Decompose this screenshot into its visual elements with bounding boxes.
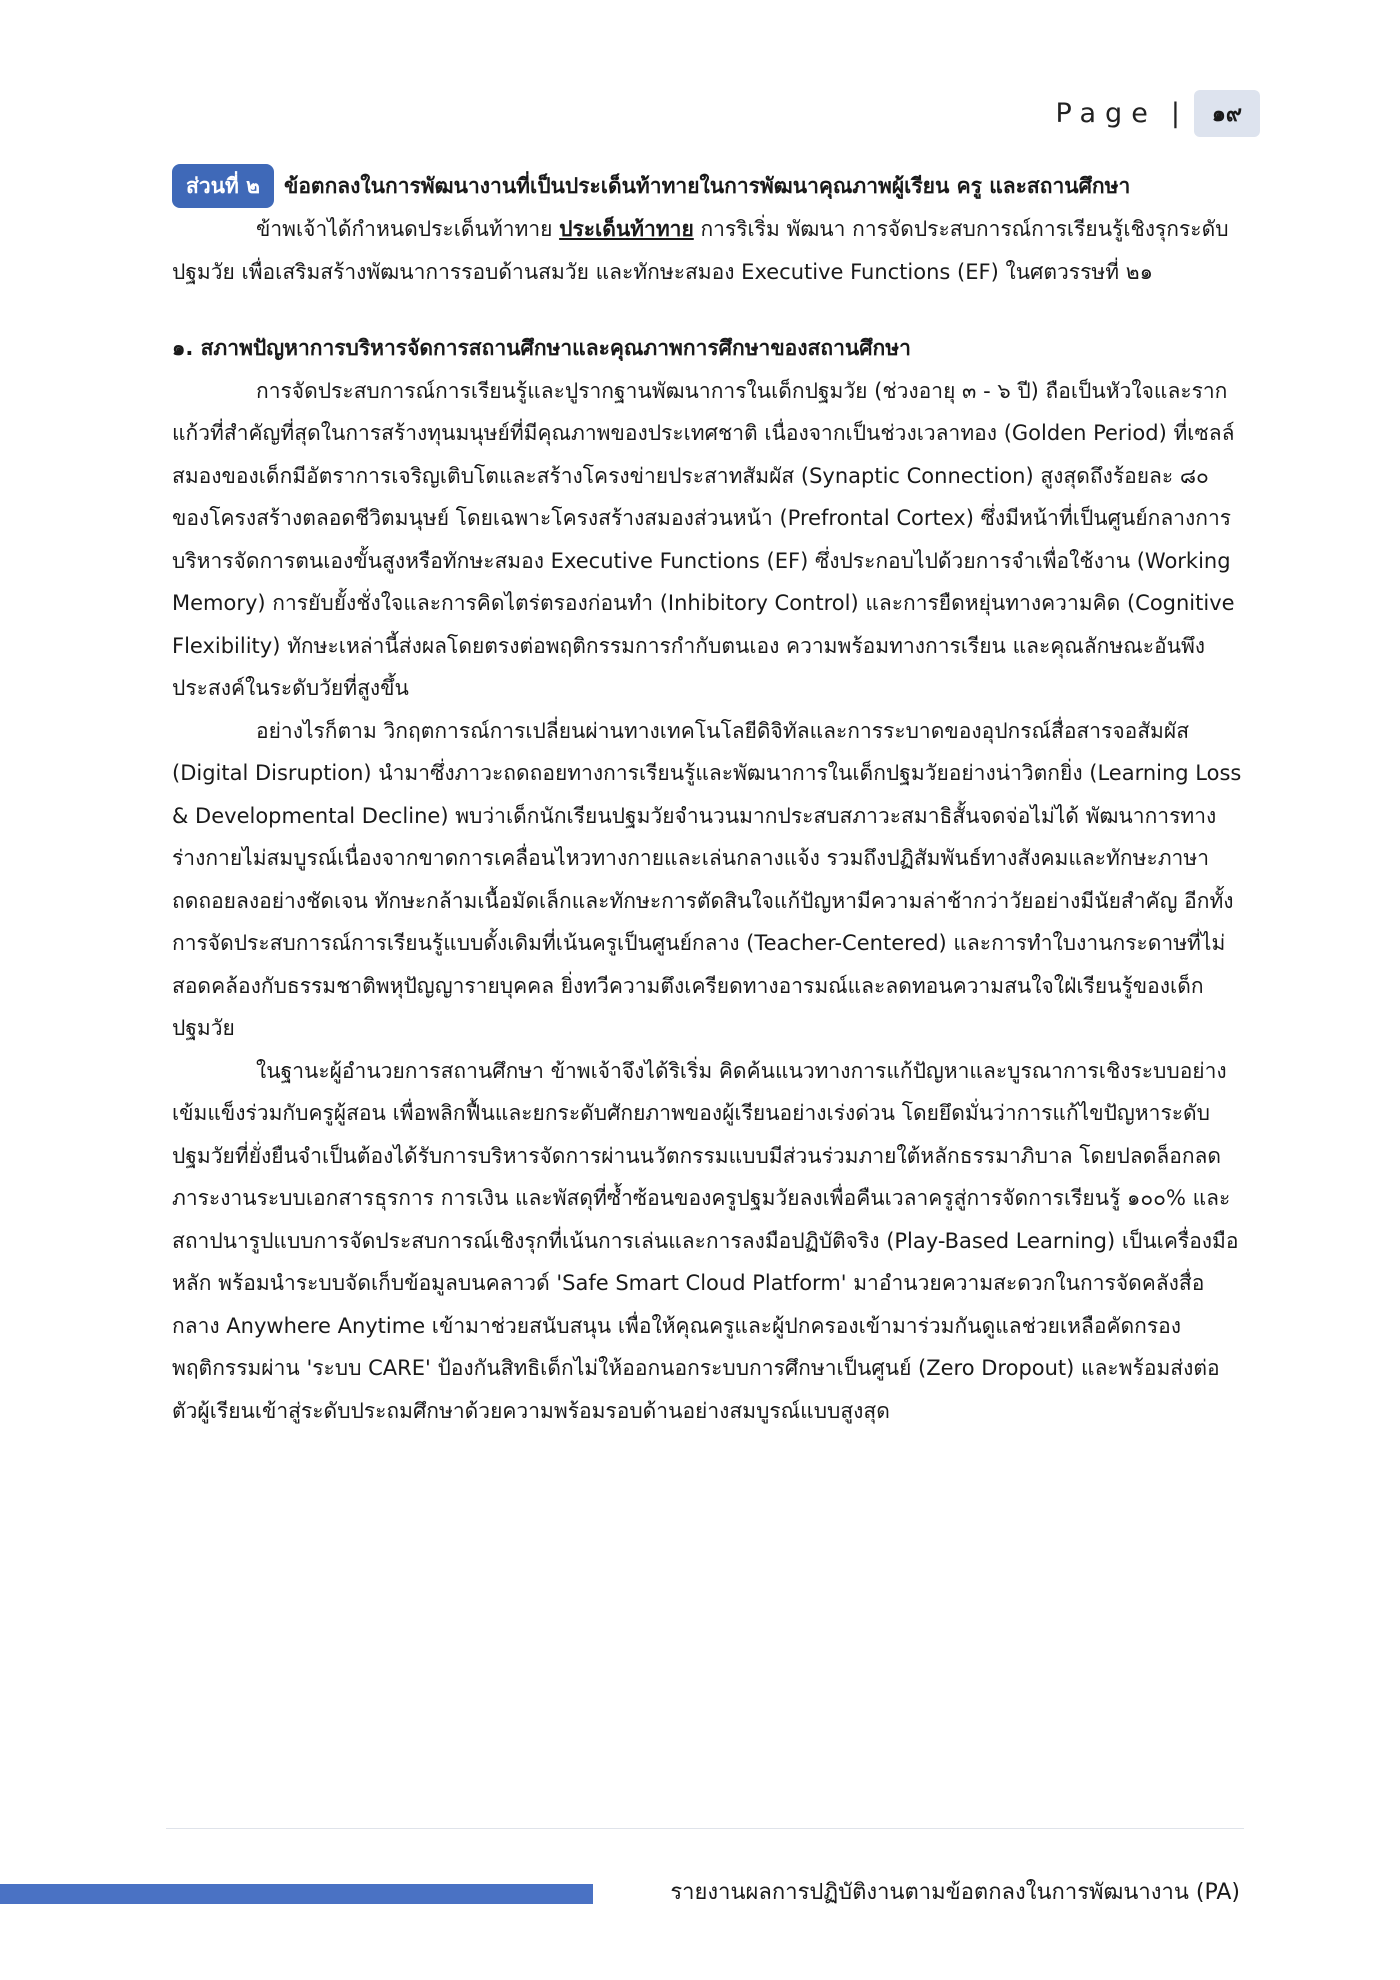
intro-text-before: ข้าพเจ้าได้กำหนดประเด็นท้าทาย	[256, 217, 560, 241]
section-badge: ส่วนที่ ๒	[172, 164, 274, 208]
footer-title: รายงานผลการปฏิบัติงานตามข้อตกลงในการพัฒนางาน (PA)	[670, 1880, 1240, 1905]
page-separator: |	[1170, 98, 1180, 129]
section-title: ข้อตกลงในการพัฒนางานที่เป็นประเด็นท้าทายในการพัฒนาคุณภาพผู้เรียน ครู และสถานศึกษา	[283, 174, 1131, 198]
page-label: Page	[1055, 98, 1157, 129]
spacer	[172, 293, 1242, 327]
intro-paragraph	[172, 208, 1242, 293]
body-paragraph-1: การจัดประสบการณ์การเรียนรู้และปูรากฐานพัฒนาการในเด็กปฐมวัย (ช่วงอายุ ๓ - ๖ ปี) ถือเป็นหัวใจและรากแก้วที่สำคัญที่สุดในการสร้างทุนมนุษย์ที่มีคุณภาพของประเทศชาติ เนื่องจากเป็นช่วงเวลาทอง (Golden Period) ที่เซลล์สมองของเด็กมีอัตราการเจริญเติบโตและสร้างโครงข่ายประสาทสัมผัส (Synaptic Connection) สูงสุดถึงร้อยละ ๘๐ ของโครงสร้างตลอดชีวิตมนุษย์ โดยเฉพาะโครงสร้างสมองส่วนหน้า (Prefrontal Cortex) ซึ่งมีหน้าที่เป็นศูนย์กลางการบริหารจัดการตนเองขั้นสูงหรือทักษะสมอง Executive Functions (EF) ซึ่งประกอบไปด้วยการจำเพื่อใช้งาน (Working Memory) การยับยั้งชั่งใจและการคิดไตร่ตรองก่อนทำ (Inhibitory Control) และการยืดหยุ่นทางความคิด (Cognitive Flexibility) ทักษะเหล่านี้ส่งผลโดยตรงต่อพฤติกรรมการกำกับตนเอง ความพร้อมทางการเรียน และคุณลักษณะอันพึงประสงค์ในระดับวัยที่สูงขึ้น	[172, 378, 1235, 700]
body-paragraph-3: ในฐานะผู้อำนวยการสถานศึกษา ข้าพเจ้าจึงได้ริเริ่ม คิดค้นแนวทางการแก้ปัญหาและบูรณาการเชิงระบบอย่างเข้มแข็งร่วมกับครูผู้สอน เพื่อพลิกฟื้นและยกระดับศักยภาพของผู้เรียนอย่างเร่งด่วน โดยยึดมั่นว่าการแก้ไขปัญหาระดับปฐมวัยที่ยั่งยืนจำเป็นต้องได้รับการบริหารจัดการผ่านนวัตกรรมแบบมีส่วนร่วมภายใต้หลักธรรมาภิบาล โดยปลดล็อกลดภาระงานระบบเอกสารธุรการ การเงิน และพัสดุที่ซ้ำซ้อนของครูปฐมวัยลงเพื่อคืนเวลาครูสู่การจัดการเรียนรู้ ๑๐๐% และสถาปนารูปแบบการจัดประสบการณ์เชิงรุกที่เน้นการเล่นและการลงมือปฏิบัติจริง (Play-Based Learning) เป็นเครื่องมือหลัก พร้อมนำระบบจัดเก็บข้อมูลบนคลาวด์ 'Safe Smart Cloud Platform' มาอำนวยความสะดวกในการจัดคลังสื่อกลาง Anywhere Anytime เข้ามาช่วยสนับสนุน เพื่อให้คุณครูและผู้ปกครองเข้ามาร่วมกันดูแลช่วยเหลือคัดกรองพฤติกรรมผ่าน 'ระบบ CARE' ป้องกันสิทธิเด็กไม่ให้ออกนอกระบบการศึกษาเป็นศูนย์ (Zero Dropout) และพร้อมส่งต่อตัวผู้เรียนเข้าสู่ระดับประถมศึกษาด้วยความพร้อมรอบด้านอย่างสมบูรณ์แบบสูงสุด	[172, 1058, 1239, 1423]
footer-divider	[166, 1828, 1244, 1829]
page-header	[1055, 90, 1260, 137]
footer-accent-bar	[0, 1884, 593, 1904]
intro-emphasis: ประเด็นท้าทาย	[559, 217, 694, 241]
page-number-badge: ๑๙	[1194, 90, 1260, 137]
intro-text-after: การริเริ่ม พัฒนา การจัดประสบการณ์การเรียนรู้เชิงรุกระดับปฐมวัย เพื่อเสริมสร้างพัฒนาการรอบด้านสมวัย และทักษะสมอง Executive Functions (EF) ในศตวรรษที่ ๒๑	[172, 217, 1229, 284]
document-body	[172, 164, 1242, 1432]
body-paragraph-2: อย่างไรก็ตาม วิกฤตการณ์การเปลี่ยนผ่านทางเทคโนโลยีดิจิทัลและการระบาดของอุปกรณ์สื่อสารจอสัมผัส (Digital Disruption) นำมาซึ่งภาวะถดถอยทางการเรียนรู้และพัฒนาการในเด็กปฐมวัยอย่างน่าวิตกยิ่ง (Learning Loss & Developmental Decline) พบว่าเด็กนักเรียนปฐมวัยจำนวนมากประสบสภาวะสมาธิสั้นจดจ่อไม่ได้ พัฒนาการทางร่างกายไม่สมบูรณ์เนื่องจากขาดการเคลื่อนไหวทางกายและเล่นกลางแจ้ง รวมถึงปฏิสัมพันธ์ทางสังคมและทักษะภาษาถดถอยลงอย่างชัดเจน ทักษะกล้ามเนื้อมัดเล็กและทักษะการตัดสินใจแก้ปัญหามีความล่าช้ากว่าวัยอย่างมีนัยสำคัญ อีกทั้งการจัดประสบการณ์การเรียนรู้แบบดั้งเดิมที่เน้นครูเป็นศูนย์กลาง (Teacher-Centered) และการทำใบงานกระดาษที่ไม่สอดคล้องกับธรรมชาติพหุปัญญารายบุคคล ยิ่งทวีความตึงเครียดทางอารมณ์และลดทอนความสนใจใฝ่เรียนรู้ของเด็กปฐมวัย	[172, 718, 1242, 1040]
section-heading	[172, 164, 1242, 208]
subheading-1: ๑. สภาพปัญหาการบริหารจัดการสถานศึกษาและคุณภาพการศึกษาของสถานศึกษา	[172, 336, 911, 360]
